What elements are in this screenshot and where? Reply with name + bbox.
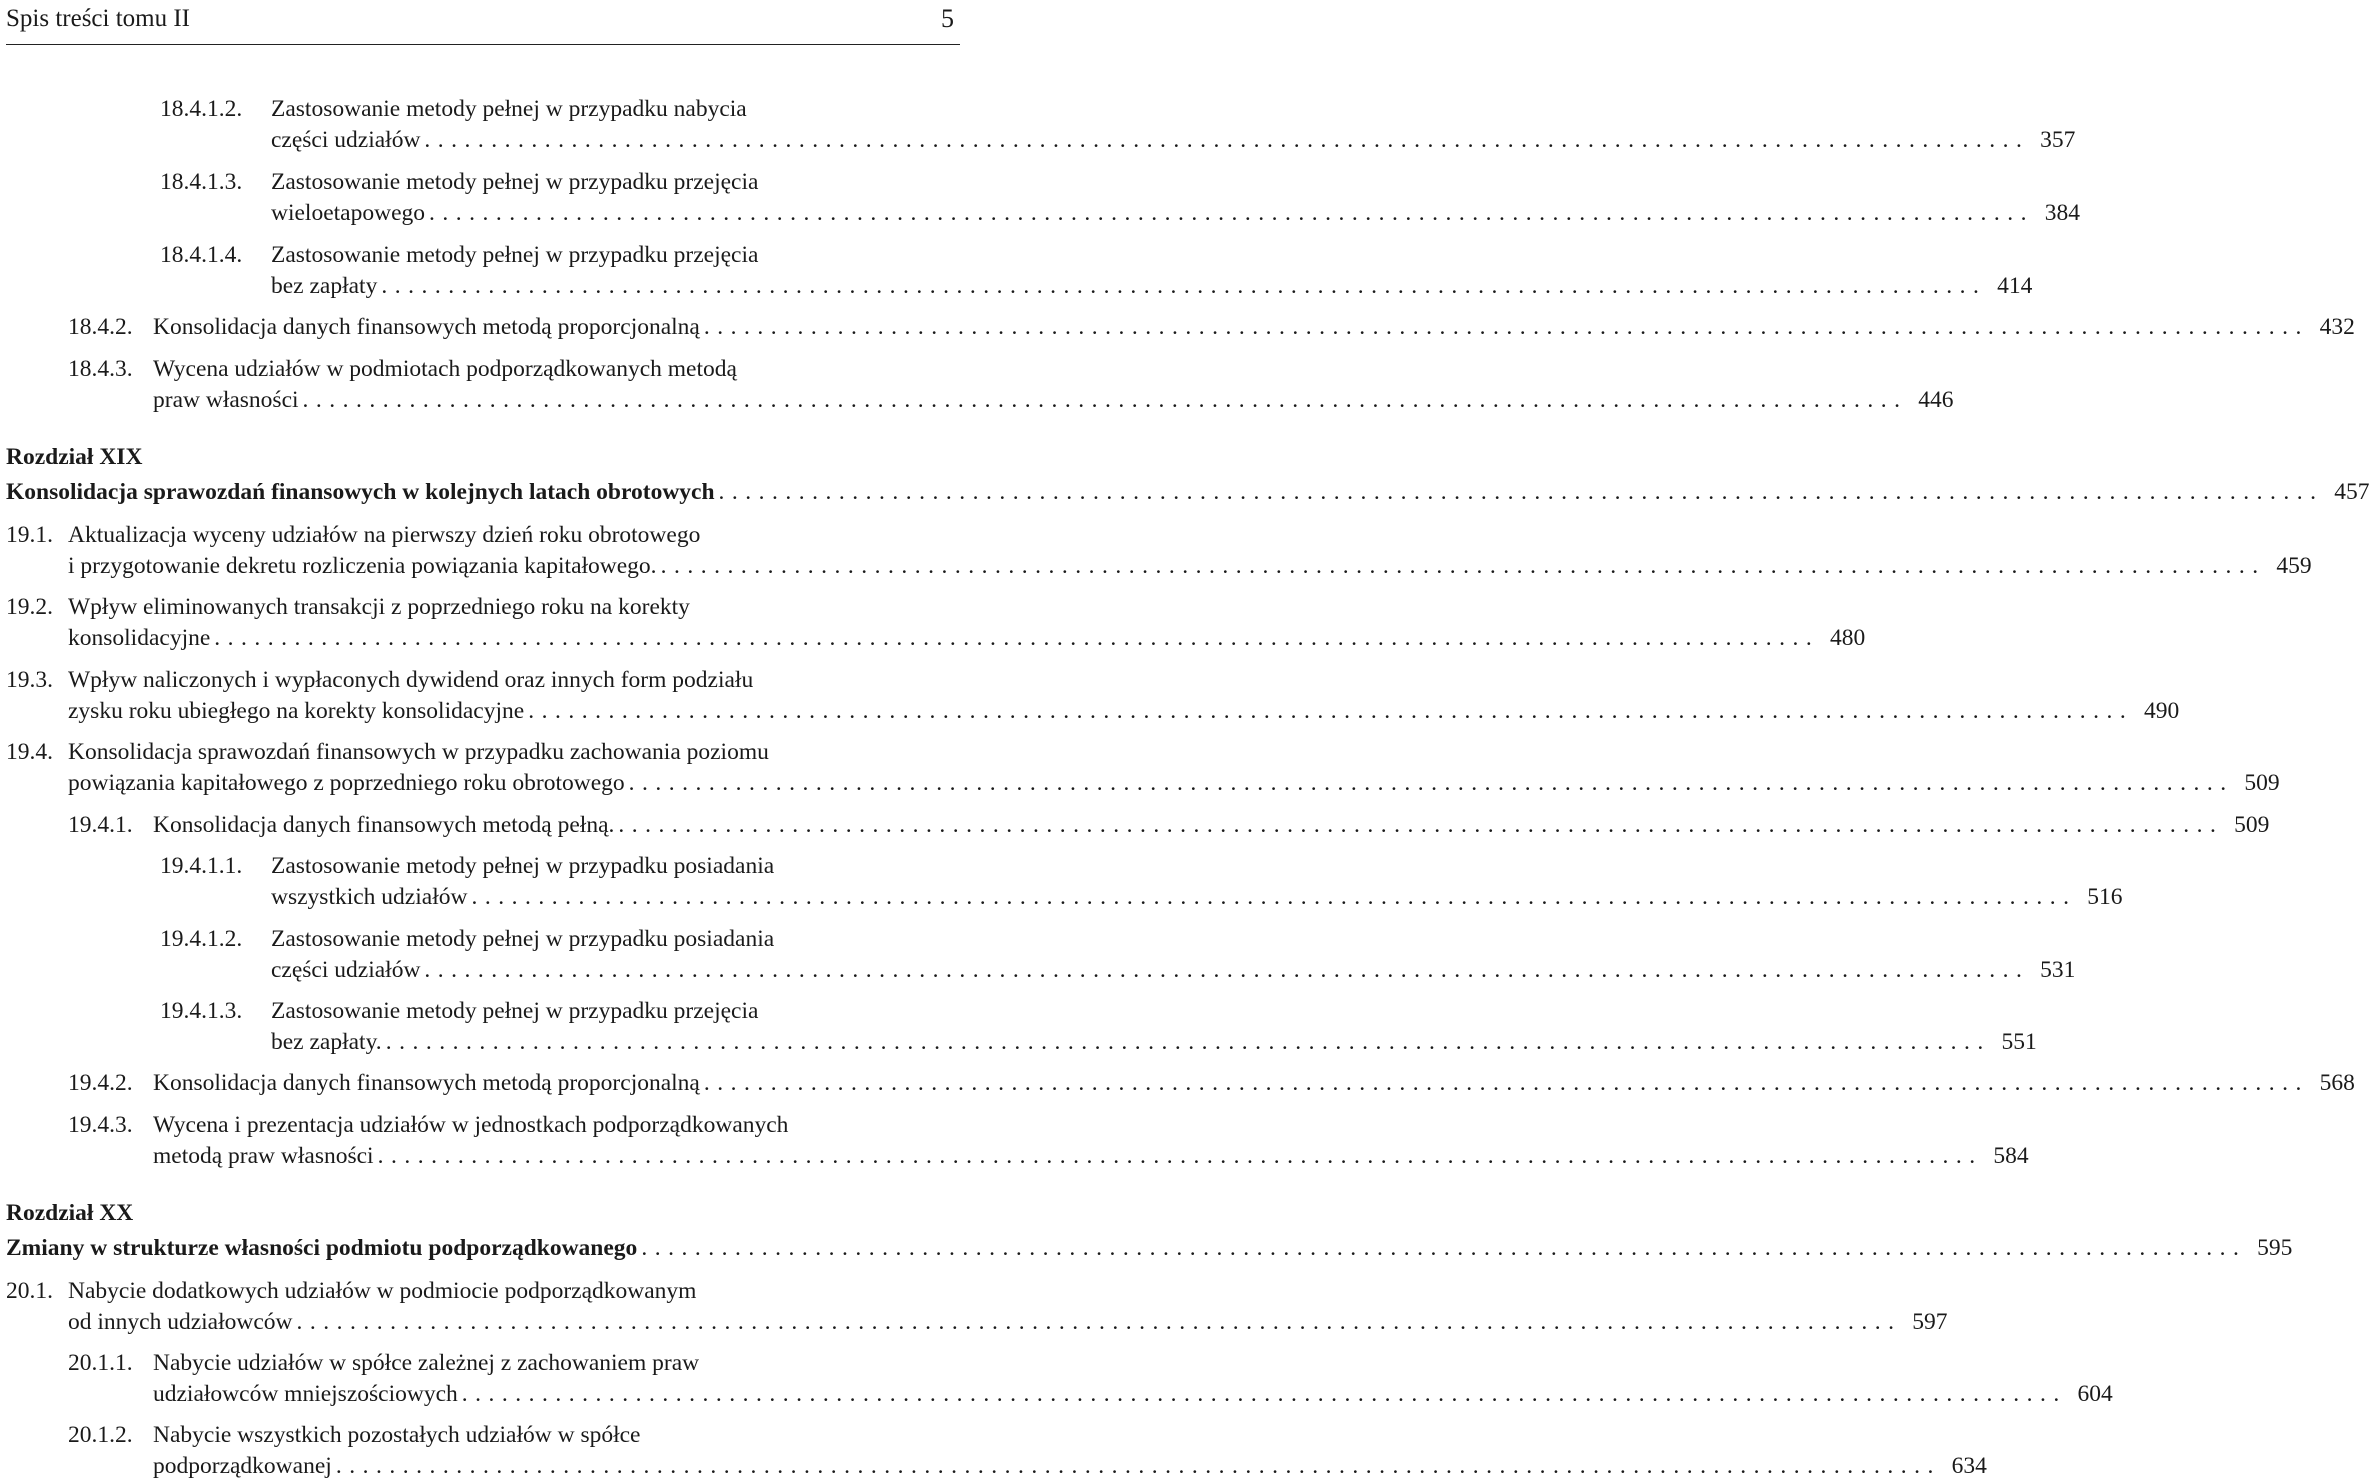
entry-body <box>68 592 1866 654</box>
entry-number: 18.4.1.4. <box>160 242 243 268</box>
entry-title-text: części udziałów <box>271 957 421 983</box>
entry-title-text: Konsolidacja danych finansowych metodą proporcjonalną <box>153 1070 700 1096</box>
entry-page-number: 432 <box>2319 314 2355 340</box>
entry-page-number: 584 <box>1993 1143 2029 1169</box>
entry-page-number: 357 <box>2040 127 2076 153</box>
entry-title-text: bez zapłaty <box>271 273 378 299</box>
entry-last-line <box>271 271 2033 302</box>
entry-title-line: Zastosowanie metody pełnej w przypadku przejęcia <box>271 242 759 268</box>
entry-body <box>153 1420 1987 1482</box>
entry-title-line: Nabycie dodatkowych udziałów w podmiocie podporządkowanym <box>68 1278 697 1304</box>
entry-number: 18.4.2. <box>68 314 133 340</box>
entry-title-text: bez zapłaty. <box>271 1029 382 1055</box>
entry-last-line <box>271 882 2123 913</box>
entry-number: 18.4.3. <box>68 356 133 382</box>
entry-body <box>153 1068 2355 1099</box>
entry-title-text: Konsolidacja danych finansowych metodą proporcjonalną <box>153 314 700 340</box>
entry-last-line <box>153 810 2270 841</box>
entry-page-number: 509 <box>2244 770 2280 796</box>
entry-page-number: 509 <box>2234 812 2270 838</box>
entry-page-number: 595 <box>2257 1235 2293 1261</box>
entry-title-text: Konsolidacja danych finansowych metodą pełną. <box>153 812 615 838</box>
entry-number: 18.4.1.3. <box>160 169 243 195</box>
dot-leader: ........................................................................................................................ <box>528 698 2134 724</box>
entry-title-line: Nabycie udziałów w spółce zależnej z zachowaniem praw <box>153 1350 700 1376</box>
dot-leader: ........................................................................................................................ <box>660 553 2266 579</box>
entry-last-line <box>68 768 2280 799</box>
dot-leader: ........................................................................................................................ <box>381 273 1987 299</box>
entry-body <box>271 924 2076 986</box>
dot-leader: ........................................................................................................................ <box>335 1453 1941 1479</box>
entry-body <box>153 354 1954 416</box>
dot-leader: ........................................................................................................................ <box>424 127 2030 153</box>
entry-title-line: Wycena udziałów w podmiotach podporządkowanych metodą <box>153 356 737 382</box>
entry-page-number: 480 <box>1830 625 1866 651</box>
header-rule <box>6 44 960 45</box>
entry-last-line <box>153 385 1954 416</box>
entry-body <box>153 810 2270 841</box>
entry-body <box>68 1276 1948 1338</box>
entry-last-line <box>68 696 2180 727</box>
entry-title-line: Zastosowanie metody pełnej w przypadku nabycia <box>271 96 747 122</box>
dot-leader: ........................................................................................................................ <box>641 1235 2247 1261</box>
entry-page-number: 459 <box>2276 553 2312 579</box>
dot-leader: ........................................................................................................................ <box>703 314 2309 340</box>
entry-number: 19.4.1.2. <box>160 926 243 952</box>
dot-leader: ........................................................................................................................ <box>471 884 2077 910</box>
entry-number: 18.4.1.2. <box>160 96 243 122</box>
dot-leader: ........................................................................................................................ <box>302 387 1908 413</box>
entry-body <box>68 520 2312 582</box>
entry-title-text: części udziałów <box>271 127 421 153</box>
running-header-title: Spis treści tomu II <box>6 5 191 32</box>
entry-number: 19.1. <box>6 522 53 548</box>
entry-page-number: 414 <box>1997 273 2033 299</box>
entry-title-line: Aktualizacja wyceny udziałów na pierwszy dzień roku obrotowego <box>68 522 701 548</box>
entry-last-line <box>271 1027 2037 1058</box>
entry-body <box>271 996 2037 1058</box>
entry-page-number: 516 <box>2087 884 2123 910</box>
entry-number: 19.4.2. <box>68 1070 133 1096</box>
chapter-label: Rozdział XIX <box>6 444 143 470</box>
entry-page-number: 490 <box>2143 698 2180 724</box>
entry-last-line <box>271 955 2076 986</box>
entry-title-line: Zastosowanie metody pełnej w przypadku przejęcia <box>271 998 759 1024</box>
entry-title-text: udziałowców mniejszościowych <box>153 1381 458 1407</box>
entry-page-number: 457 <box>2334 479 2370 505</box>
entry-number: 20.1.2. <box>68 1422 133 1448</box>
entry-last-line <box>153 1451 1987 1482</box>
entry-number: 19.4.1.1. <box>160 853 243 879</box>
entry-body <box>68 737 2280 799</box>
dot-leader: ........................................................................................................................ <box>214 625 1820 651</box>
entry-page-number: 446 <box>1918 387 1954 413</box>
entry-title-text: i przygotowanie dekretu rozliczenia powiązania kapitałowego. <box>68 553 657 579</box>
running-header <box>6 0 954 40</box>
dot-leader: ........................................................................................................................ <box>461 1381 2067 1407</box>
entry-number: 19.4. <box>6 739 53 765</box>
entry-body <box>68 665 2180 727</box>
dot-leader: ........................................................................................................................ <box>429 200 2035 226</box>
entry-title-line: Wpływ eliminowanych transakcji z poprzedniego roku na korekty <box>68 594 690 620</box>
entry-last-line <box>68 551 2312 582</box>
entry-number: 19.2. <box>6 594 53 620</box>
chapter-label: Rozdział XX <box>6 1200 134 1226</box>
entry-page-number: 597 <box>1912 1309 1948 1335</box>
entry-title-line: Wycena i prezentacja udziałów w jednostkach podporządkowanych <box>153 1112 789 1138</box>
entry-title-text: wszystkich udziałów <box>271 884 468 910</box>
entry-body <box>6 1233 2293 1264</box>
entry-page-number: 551 <box>2001 1029 2037 1055</box>
entry-title-text: Konsolidacja sprawozdań finansowych w kolejnych latach obrotowych <box>6 479 715 505</box>
entry-title-text: powiązania kapitałowego z poprzedniego roku obrotowego <box>68 770 625 796</box>
dot-leader: ........................................................................................................................ <box>296 1309 1902 1335</box>
entry-body <box>153 1110 2029 1172</box>
entry-title-text: od innych udziałowców <box>68 1309 293 1335</box>
entry-last-line <box>271 125 2076 156</box>
entry-body <box>271 240 2033 302</box>
entry-last-line <box>153 1379 2113 1410</box>
dot-leader: ........................................................................................................................ <box>703 1070 2309 1096</box>
entry-number: 19.3. <box>6 667 53 693</box>
entry-number: 19.4.3. <box>68 1112 133 1138</box>
entry-page-number: 604 <box>2077 1381 2113 1407</box>
entry-page-number: 384 <box>2044 200 2081 226</box>
entry-last-line <box>68 1307 1948 1338</box>
entry-page-number: 568 <box>2319 1070 2355 1096</box>
entry-body <box>153 312 2355 343</box>
entry-last-line <box>153 312 2355 343</box>
entry-title-text: konsolidacyjne <box>68 625 211 651</box>
dot-leader: ........................................................................................................................ <box>385 1029 1991 1055</box>
entry-last-line <box>6 477 2370 508</box>
entry-last-line <box>153 1141 2029 1172</box>
entry-title-line: Konsolidacja sprawozdań finansowych w przypadku zachowania poziomu <box>68 739 769 765</box>
entry-title-line: Zastosowanie metody pełnej w przypadku posiadania <box>271 926 775 952</box>
entry-number: 20.1. <box>6 1278 53 1304</box>
entry-body <box>6 477 2370 508</box>
dot-leader: ........................................................................................................................ <box>618 812 2224 838</box>
entry-title-text: praw własności <box>153 387 299 413</box>
entry-number: 19.4.1. <box>68 812 133 838</box>
page-number: 5 <box>941 4 954 33</box>
entry-page-number: 634 <box>1951 1453 1987 1479</box>
dot-leader: ........................................................................................................................ <box>377 1143 1983 1169</box>
entry-title-line: Nabycie wszystkich pozostałych udziałów w spółce <box>153 1422 641 1448</box>
entry-title-line: Wpływ naliczonych i wypłaconych dywidend oraz innych form podziału <box>68 667 754 693</box>
entry-last-line <box>153 1068 2355 1099</box>
entry-body <box>271 851 2123 913</box>
entry-last-line <box>6 1233 2293 1264</box>
entry-title-line: Zastosowanie metody pełnej w przypadku przejęcia <box>271 169 759 195</box>
entry-body <box>271 94 2076 156</box>
entry-number: 20.1.1. <box>68 1350 133 1376</box>
entry-page-number: 531 <box>2040 957 2076 983</box>
dot-leader: ........................................................................................................................ <box>424 957 2030 983</box>
entry-title-text: podporządkowanej <box>153 1453 332 1479</box>
entry-title-text: wieloetapowego <box>271 200 426 226</box>
entry-body <box>153 1348 2113 1410</box>
dot-leader: ........................................................................................................................ <box>628 770 2234 796</box>
entry-title-text: metodą praw własności <box>153 1143 374 1169</box>
entry-title-text: Zmiany w strukturze własności podmiotu podporządkowanego <box>6 1235 638 1261</box>
entry-title-line: Zastosowanie metody pełnej w przypadku posiadania <box>271 853 775 879</box>
entry-number: 19.4.1.3. <box>160 998 243 1024</box>
entry-body <box>271 167 2081 229</box>
entry-last-line <box>271 198 2081 229</box>
dot-leader: ........................................................................................................................ <box>718 479 2324 505</box>
entry-last-line <box>68 623 1866 654</box>
entry-title-text: zysku roku ubiegłego na korekty konsolidacyjne <box>68 698 525 724</box>
